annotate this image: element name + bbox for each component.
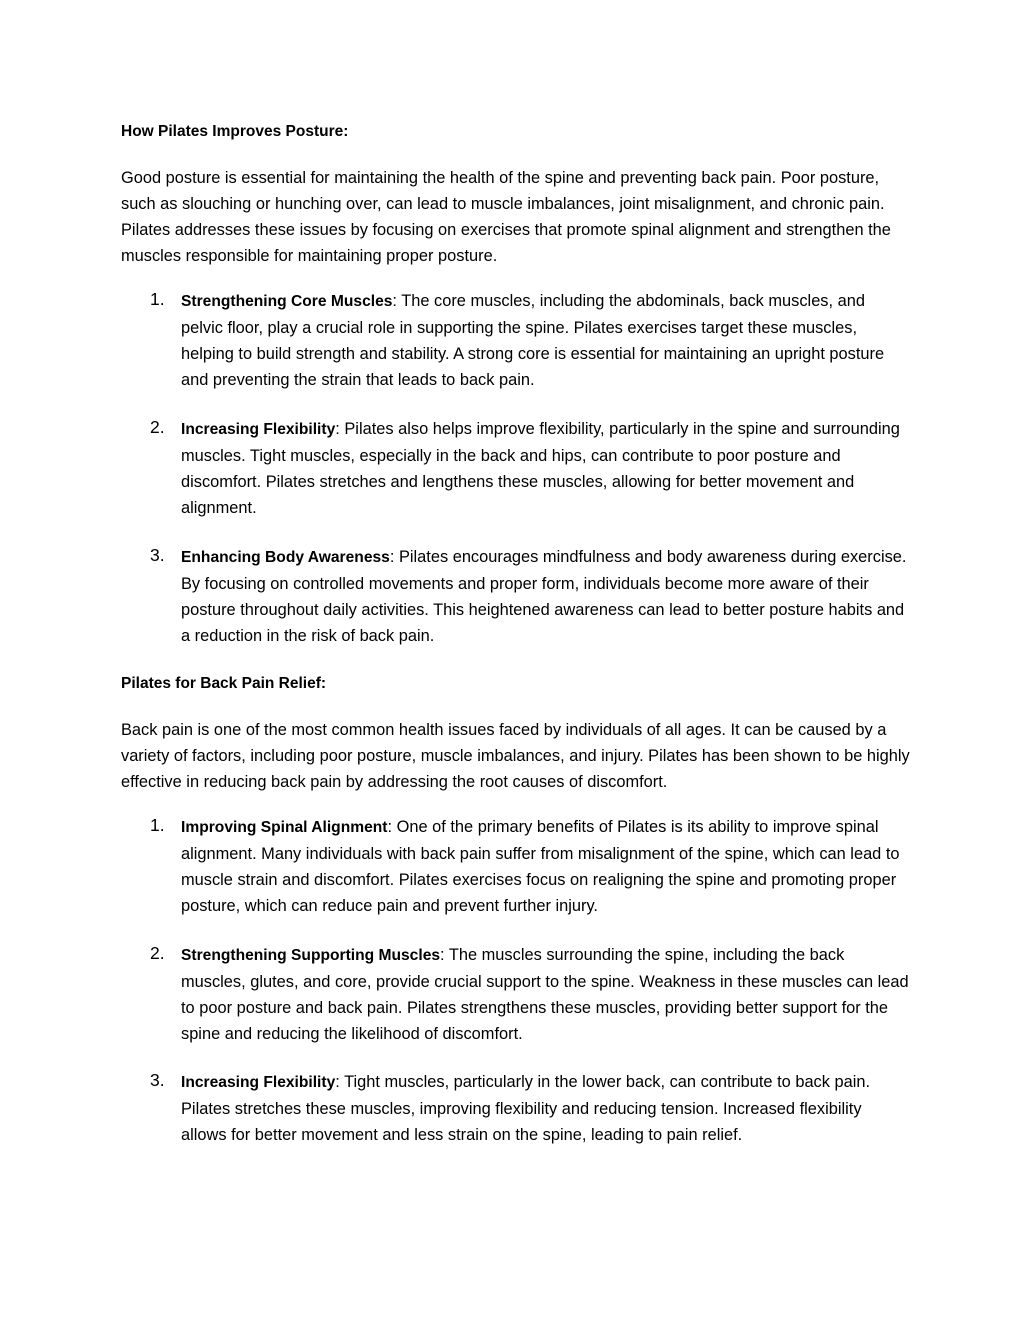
list-item-text: : Pilates also helps improve flexibility, particularly in the spine and surrounding muscles. Tight muscles, especially in the back and hips, can contribute to poor posture and discomfort. Pilates stretches and lengthens these muscles, allowing for better movement and alignment. [181,420,900,517]
list-number: 2. [150,943,165,963]
list-number: 3. [150,1070,165,1090]
list-item-title: Increasing Flexibility [181,421,336,438]
list-item-body [181,416,910,521]
list-item-body [181,288,910,393]
list-item-body [181,942,910,1047]
section-heading-back-pain: Pilates for Back Pain Relief: [121,675,327,692]
list-item-text: : Pilates encourages mindfulness and body awareness during exercise. By focusing on controlled movements and proper form, individuals become more aware of their posture throughout daily activities. This heightened awareness can lead to better posture habits and a reduction in the risk of back pain. [181,548,907,645]
list-number: 1. [150,815,165,835]
list-item-text: : One of the primary benefits of Pilates is its ability to improve spinal alignment. Many individuals with back pain suffer from misalignment of the spine, which can lead to muscle strain and discomfort. Pilates exercises focus on realigning the spine and promoting proper posture, which can reduce pain and prevent further injury. [181,818,900,915]
list-item-text: : The core muscles, including the abdominals, back muscles, and pelvic floor, play a crucial role in supporting the spine. Pilates exercises target these muscles, helping to build strength and stability. A strong core is essential for maintaining an upright posture and preventing the strain that leads to back pain. [181,292,885,389]
list-item-title: Strengthening Core Muscles [181,293,393,310]
list-item-body [181,1069,910,1148]
list-item-body [181,814,910,919]
intro-paragraph-posture: Good posture is essential for maintaining the health of the spine and preventing back pain. Poor posture, such as slouching or hunching over, can lead to muscle imbalances, joint misalignment, and chronic pain. Pilates addresses these issues by focusing on exercises that promote spinal alignment and strengthen the muscles responsible for maintaining proper posture. [121,169,891,265]
list-number: 3. [150,545,165,565]
list-item-text: : Tight muscles, particularly in the lower back, can contribute to back pain. Pilates stretches these muscles, improving flexibility and reducing tension. Increased flexibility allows for better movement and less strain on the spine, leading to pain relief. [181,1073,871,1144]
section-heading-posture: How Pilates Improves Posture: [121,123,349,140]
list-item-title: Improving Spinal Alignment [181,819,388,836]
list-number: 2. [150,417,165,437]
intro-paragraph-back-pain: Back pain is one of the most common health issues faced by individuals of all ages. It can be caused by a variety of factors, including poor posture, muscle imbalances, and injury. Pilates has been shown to be highly effective in reducing back pain by addressing the root causes of discomfort. [121,721,910,791]
list-item-title: Increasing Flexibility [181,1074,336,1091]
list-item-title: Enhancing Body Awareness [181,549,390,566]
list-item-title: Strengthening Supporting Muscles [181,947,441,964]
list-item-text: : The muscles surrounding the spine, including the back muscles, glutes, and core, provide crucial support to the spine. Weakness in these muscles can lead to poor posture and back pain. Pilates strengthens these muscles, providing better support for the spine and reducing the likelihood of discomfort. [181,946,909,1043]
list-item-body [181,544,910,649]
list-number: 1. [150,289,165,309]
